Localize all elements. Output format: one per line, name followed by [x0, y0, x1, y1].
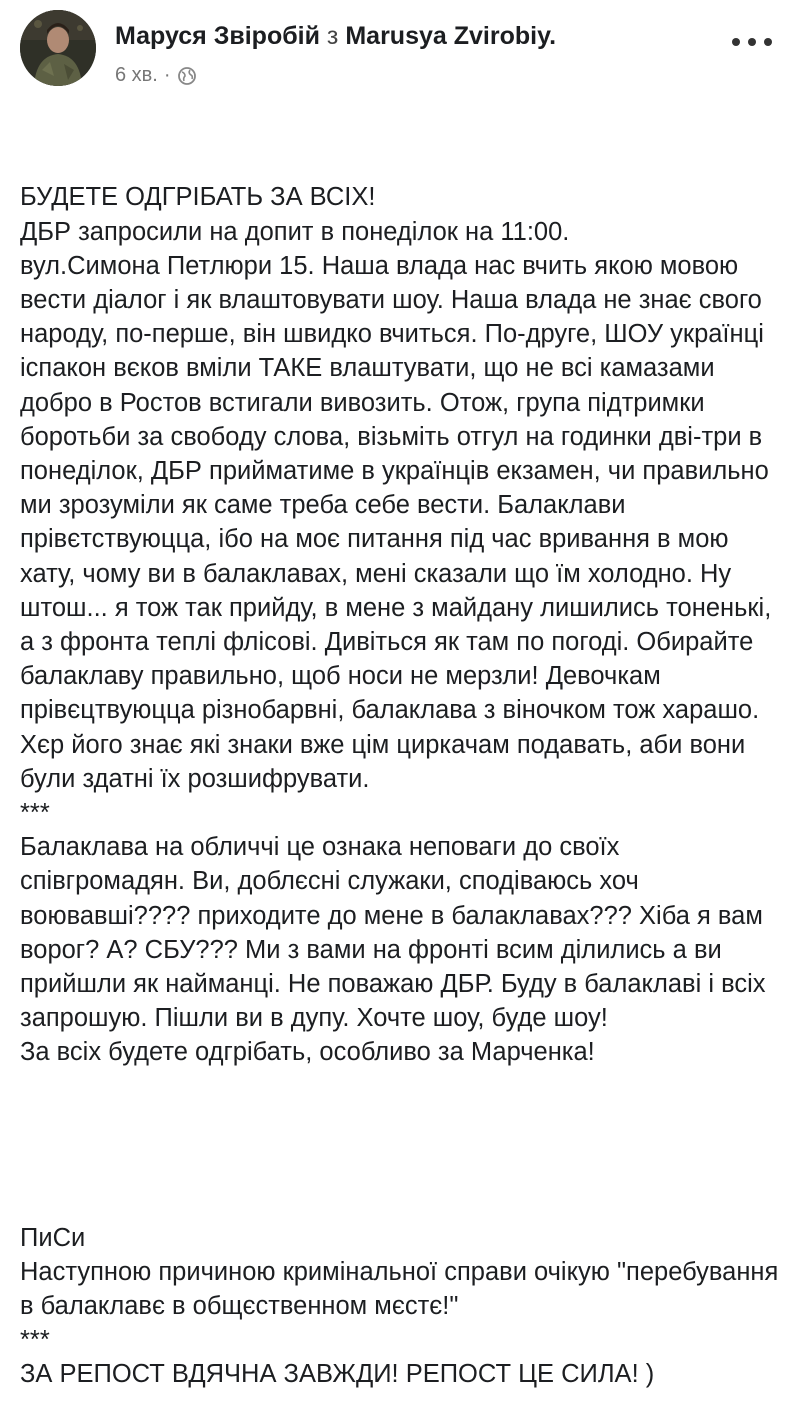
author-name-link[interactable]: Маруся Звіробій — [115, 22, 320, 50]
more-options-button[interactable] — [732, 30, 772, 54]
globe-icon[interactable] — [177, 66, 197, 86]
page-name-suffix: . — [549, 22, 557, 50]
page-name-link[interactable]: Marusya Zvirobiy — [345, 22, 550, 50]
more-dots-icon — [732, 38, 740, 46]
post-paragraph: БУДЕТЕ ОДГРІБАТЬ ЗА ВСІХ! ДБР запросили на допит в понеділок на 11:00. вул.Симона Петлюри 15. Наша влада нас вчить якою мовою вести діалог і як влаштовувати шоу. Наша влада не знає свого народу, по-перше, він швидко вчиться. По-друге, ШОУ українці іспакон вєков вміли ТАКЕ влаштувати, що не всі камазами добро в Ростов встигали вивозить. Отож, група підтримки боротьби за свободу слова, візьміть отгул на годинки дві-три в понеділок, ДБР прийматиме в українців екзамен, чи правильно ми зрозуміли як саме треба себе вести. Балаклави прівєтствуюцца, ібо на моє питання під час вривання в мою хату, чому ви в балаклавах, мені сказали що їм холодно. Ну штош... я тож так прийду, в мене з майдану лишились тоненькі, а з фронта теплі флісові. Дивіться як там по погоді. Обирайте балаклаву правильно, щоб носи не мерзли! Девочкам прівєцтвуюцца різнобарвні, балаклава з віночком тож харашо. Хєр його знає які знаки вже цім циркачам подавать, аби вони були здатні їх розшифрувати. *** Балаклава на обличчі це ознака неповаги до своїх співгромадян. Ви, доблєсні служаки, сподіваюсь хоч воювавші???? приходите до мене в балаклавах??? Хіба я вам ворог? А? СБУ??? Ми з вами на фронті всим ділились а ви прийшли як найманці. Не поважаю ДБР. Буду в балаклаві і всіх запрошую. Пішли ви в дупу. Хочте шоу, буде шоу! За всіх будете одгрібать, особливо за Марченка! — [20, 183, 772, 1067]
post-header — [20, 10, 780, 90]
post-timestamp[interactable]: 6 хв. — [115, 64, 158, 86]
post-meta — [115, 64, 197, 87]
more-dot — [748, 38, 756, 46]
post-paragraph: ПиСи Наступною причиною кримінальної справи очікую "перебування в балаклавє в общєственном мєстє!" *** ЗА РЕПОСТ ВДЯЧНА ЗАВЖДИ! РЕПОСТ ЦЕ СИЛА! ) — [20, 1223, 779, 1389]
meta-separator: · — [163, 64, 171, 86]
paragraph-gap — [20, 1138, 788, 1152]
more-dot — [764, 38, 772, 46]
avatar-image — [20, 10, 96, 86]
via-label: з — [326, 22, 339, 50]
author-avatar[interactable] — [20, 10, 96, 86]
post-text — [20, 112, 788, 1426]
author-line — [115, 22, 556, 51]
